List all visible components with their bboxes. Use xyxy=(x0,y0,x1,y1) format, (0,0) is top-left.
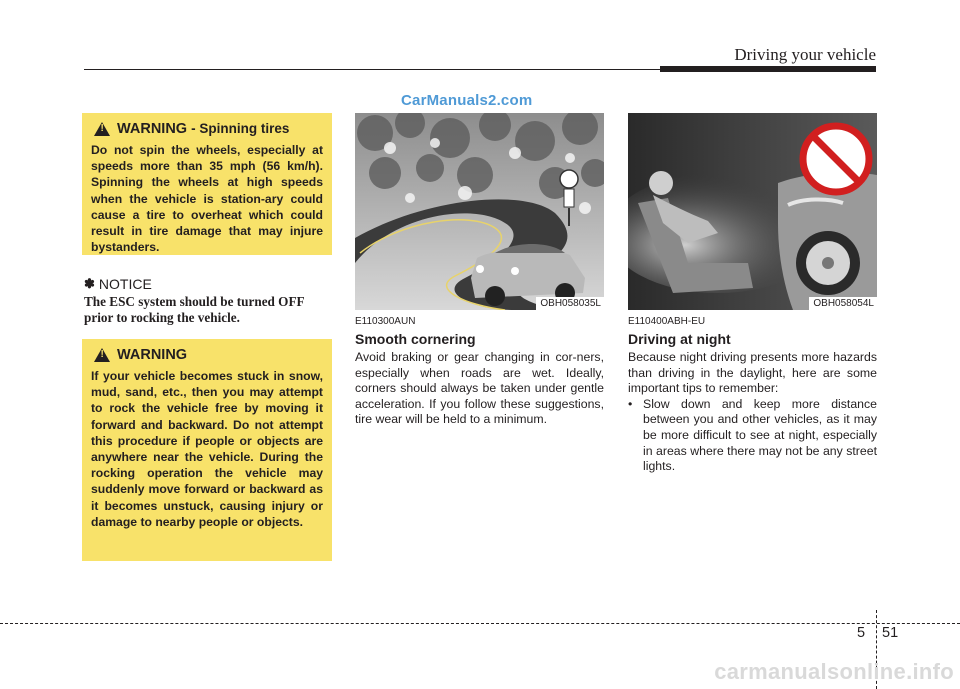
warning-title: WARNING - Spinning tires xyxy=(117,121,290,137)
warning-spinning-tires-box xyxy=(82,113,332,255)
list-item xyxy=(628,397,877,475)
page-header-title: Driving your vehicle xyxy=(734,45,876,64)
header-rule xyxy=(84,69,660,70)
chapter-number: 5 xyxy=(857,625,866,641)
watermark-top: CarManuals2.com xyxy=(401,92,533,109)
footer-rule xyxy=(0,623,960,624)
warning-text: If your vehicle becomes stuck in snow, mud, sand, etc., then you may attempt to rock the vehicle free by moving it forward and backward. Do not attempt this procedure if people or objects are anywhere near the vehicle. During the rocking operation the vehicle may suddenly move forward or backward as it becomes unstuck, causing injury or damage to nearby people or objects. xyxy=(91,369,323,529)
section-code: E110400ABH-EU xyxy=(628,316,706,327)
notice-title: NOTICE xyxy=(98,276,152,292)
warning-stuck-box xyxy=(82,339,332,561)
cornering-photo xyxy=(355,113,604,310)
notice-star-icon: ✽ xyxy=(84,276,95,291)
bullet-icon: • xyxy=(628,396,633,411)
warning-text: Do not spin the wheels, especially at speeds more than 35 mph (56 km/h). Spinning the wheels at high speeds when the vehicle is station-ary could cause a tire to overheat which could result in tire damage that may injure bystanders. xyxy=(91,143,323,255)
list-item-text: Slow down and keep more distance between you and other vehicles, as it may be more difficult to see at night, especially in areas where there may not be any street lights. xyxy=(643,396,877,474)
header-bar xyxy=(660,66,876,72)
section-title: Driving at night xyxy=(628,331,731,347)
section-code: E110300AUN xyxy=(355,316,416,327)
page-number: 51 xyxy=(882,625,899,641)
warning-title: WARNING xyxy=(117,347,188,363)
section-title: Smooth cornering xyxy=(355,331,476,347)
night-driving-illustration xyxy=(628,113,877,310)
section-body-intro: Because night driving presents more hazards than driving in the daylight, here are some important tips to remember: xyxy=(628,350,877,396)
image-code: OBH058054L xyxy=(809,297,877,310)
notice-heading xyxy=(84,276,152,292)
section-body xyxy=(628,350,877,475)
warning-triangle-icon: ! xyxy=(94,348,110,362)
warning-subtitle: - Spinning tires xyxy=(191,121,290,136)
warning-header xyxy=(94,347,323,363)
image-code: OBH058035L xyxy=(536,297,604,310)
warning-header xyxy=(94,121,323,137)
warning-triangle-icon: ! xyxy=(94,122,110,136)
watermark-bottom: carmanualsonline.info xyxy=(714,659,954,684)
winding-road-illustration xyxy=(355,113,604,310)
notice-text: The ESC system should be turned OFF prior to rocking the vehicle. xyxy=(84,294,305,325)
section-body: Avoid braking or gear changing in cor-ners, especially when roads are wet. Ideally, corners should always be taken under gentle acceleration. If you follow these suggestions, tire wear will be held to a minimum. xyxy=(355,350,604,427)
night-driving-photo xyxy=(628,113,877,310)
